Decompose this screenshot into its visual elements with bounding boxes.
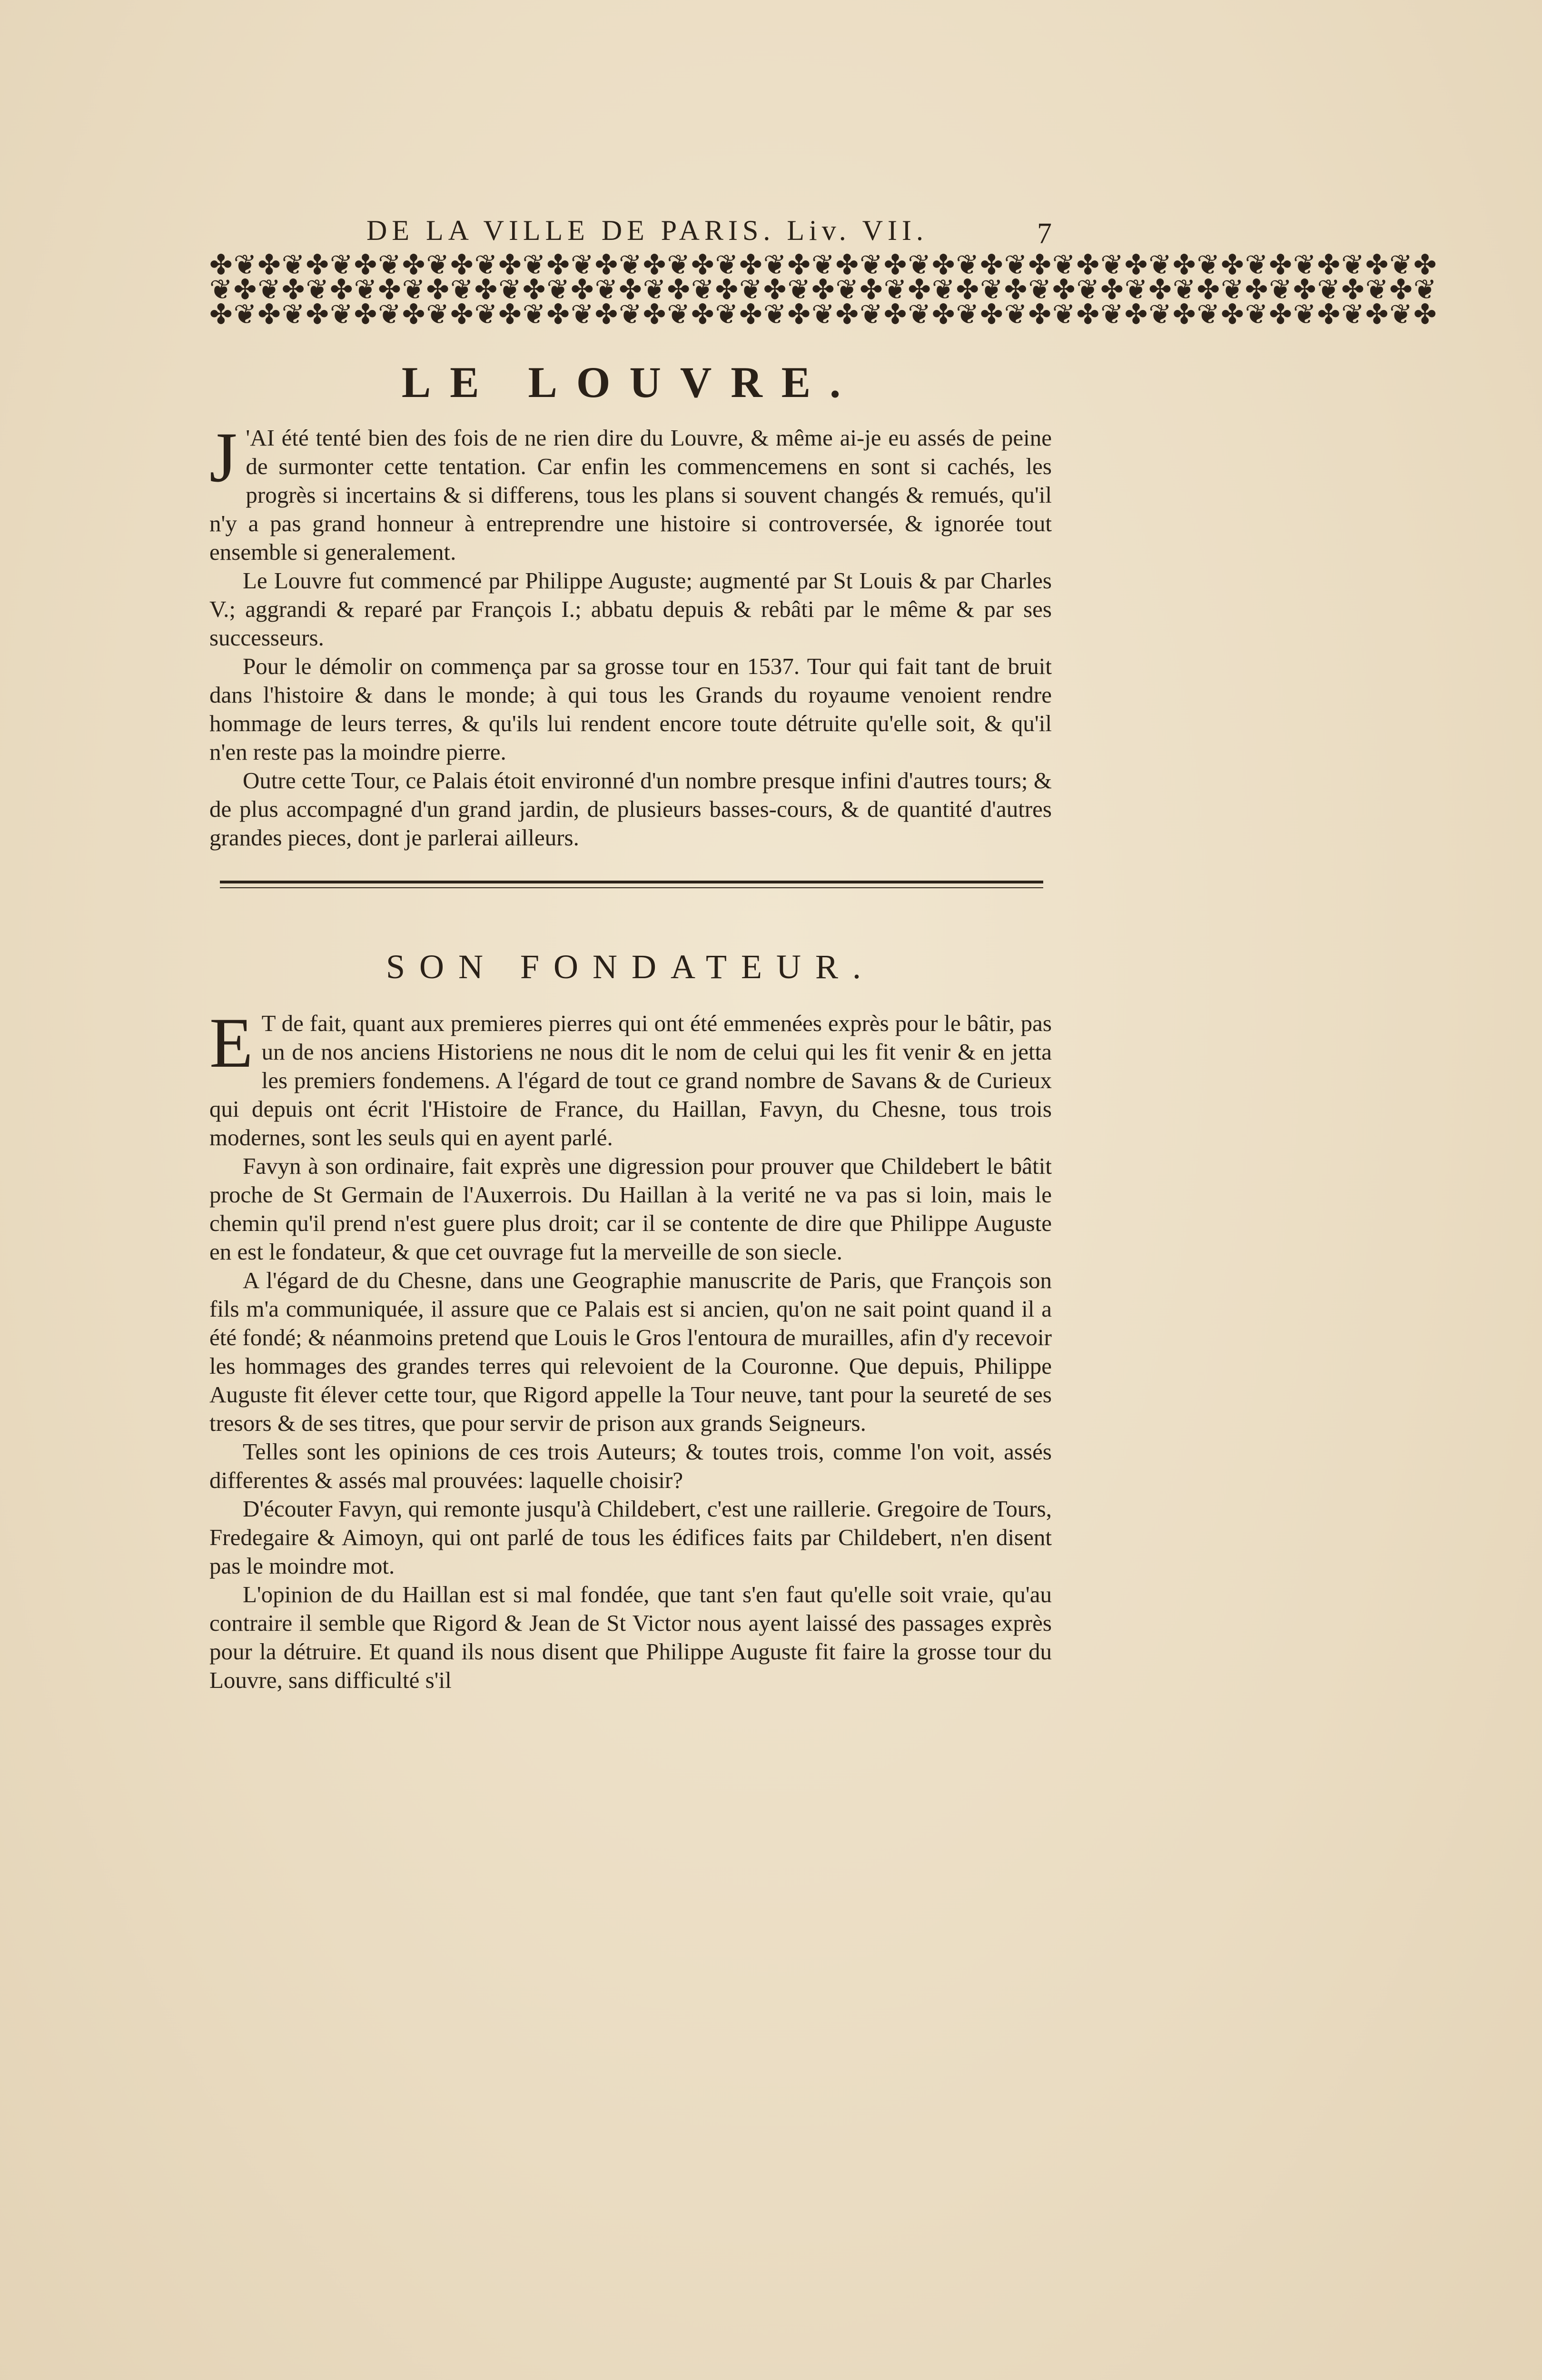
paragraph-text: 'AI été tenté bien des fois de ne rien dire du Louvre, & même ai-je eu assés de peine de surmonter cette tentation. Car enfin les commencemens en sont si cachés, les progrès si incertains & si differens, tous les plans si souvent changés & remués, qu'il n'y a pas grand honneur à entreprendre une histoire si controversée, & ignorée tout ensemble si generalement. [209, 425, 1052, 565]
paragraph: Outre cette Tour, ce Palais étoit environné d'un nombre presque infini d'autres tours; & de plus accompagné d'un grand jardin, de plusieurs basses-cours, & de quantité d'autres grandes pieces, dont je parlerai ailleurs. [209, 767, 1052, 851]
section-title-louvre: LE LOUVRE. [401, 358, 860, 407]
drop-cap: J [209, 418, 237, 497]
paragraph [209, 1003, 1052, 1152]
text-column [209, 205, 1438, 1695]
paragraph: D'écouter Favyn, qui remonte jusqu'à Childebert, c'est une raillerie. Gregoire de Tours, Fredegaire & Aimoyn, qui ont parlé de tous les édifices faits par Childebert, n'en disent pas le moindre mot. [209, 1496, 1052, 1579]
page-number: 7 [1037, 218, 1052, 250]
section-body-fondateur [209, 1003, 1052, 1695]
running-head-title: DE LA VILLE DE PARIS. Liv. VII. [366, 215, 928, 246]
section-title-fondateur: SON FONDATEUR. [386, 948, 876, 986]
section-body-louvre [209, 418, 1052, 852]
paragraph-text: T de fait, quant aux premieres pierres qui ont été emmenées exprès pour le bâtir, pas un de nos anciens Historiens ne nous dit le nom de celui qui les fit venir & en jetta les premiers fondemens. A l'égard de tout ce grand nombre de Savans & de Curieux qui depuis ont écrit l'Histoire de France, du Haillan, Favyn, du Chesne, tous trois modernes, sont les seuls qui en ayent parlé. [209, 1010, 1052, 1150]
paragraph: Le Louvre fut commencé par Philippe Auguste; augmenté par St Louis & par Charles V.; aggrandi & reparé par François I.; abbatu depuis & rebâti par le même & par ses successeurs. [209, 567, 1052, 651]
drop-cap: E [209, 1003, 253, 1082]
paragraph: A l'égard de du Chesne, dans une Geographie manuscrite de Paris, que François son fils m'a communiquée, il assure que ce Palais est si ancien, qu'on ne sait point quand il a été fondé; & néanmoins pretend que Louis le Gros l'entoura de murailles, afin d'y recevoir les hommages des grandes terres qui relevoient de la Couronne. Que depuis, Philippe Auguste fit élever cette tour, que Rigord appelle la Tour neuve, tant pour la seureté de ses tresors & de ses titres, que pour servir de prison aux grands Seigneurs. [209, 1267, 1052, 1436]
fleuron-ornament-icon: ✤❦✤❦✤❦✤❦✤❦✤❦✤❦✤❦✤❦✤❦✤❦✤❦✤❦✤❦✤❦✤❦✤❦✤❦✤❦✤❦✤❦✤❦✤❦✤❦✤❦✤ ❦✤❦✤❦✤❦✤❦✤❦✤❦✤❦✤❦✤❦✤❦✤❦✤❦✤❦✤❦✤❦✤❦✤❦✤❦✤❦✤❦✤❦✤❦✤❦✤❦✤❦ ✤❦✤❦✤❦✤❦✤❦✤❦✤❦✤❦✤❦✤❦✤❦✤❦✤❦✤❦✤❦✤❦✤❦✤❦✤❦✤❦✤❦✤❦✤❦✤❦✤❦✤ [209, 248, 1438, 330]
section-divider [220, 881, 1043, 888]
paragraph: Pour le démolir on commença par sa grosse tour en 1537. Tour qui fait tant de bruit dans l'histoire & dans le monde; à qui tous les Grands du royaume venoient rendre hommage de leurs terres, & qu'ils lui rendent encore toute détruite qu'elle soit, & qu'il n'en reste pas la moindre pierre. [209, 653, 1052, 765]
paragraph: Telles sont les opinions de ces trois Auteurs; & toutes trois, comme l'on voit, assés differentes & assés mal prouvées: laquelle choisir? [209, 1438, 1052, 1493]
paragraph: L'opinion de du Haillan est si mal fondée, que tant s'en faut qu'elle soit vraie, qu'au contraire il semble que Rigord & Jean de St Victor nous ayent laissé des passages exprès pour la détruire. Et quand ils nous disent que Philippe Auguste fit faire la grosse tour du Louvre, sans difficulté s'il [209, 1581, 1052, 1693]
section-divider-wrap [209, 881, 1052, 914]
running-head [209, 205, 1052, 248]
paragraph [209, 418, 1052, 566]
paragraph: Favyn à son ordinaire, fait exprès une digression pour prouver que Childebert le bâtit proche de St Germain de l'Auxerrois. Du Haillan à la verité ne va pas si loin, mais le chemin qu'il prend n'est guere plus droit; car il se contente de dire que Philippe Auguste en est le fondateur, & que cet ouvrage fut la merveille de son siecle. [209, 1153, 1052, 1265]
